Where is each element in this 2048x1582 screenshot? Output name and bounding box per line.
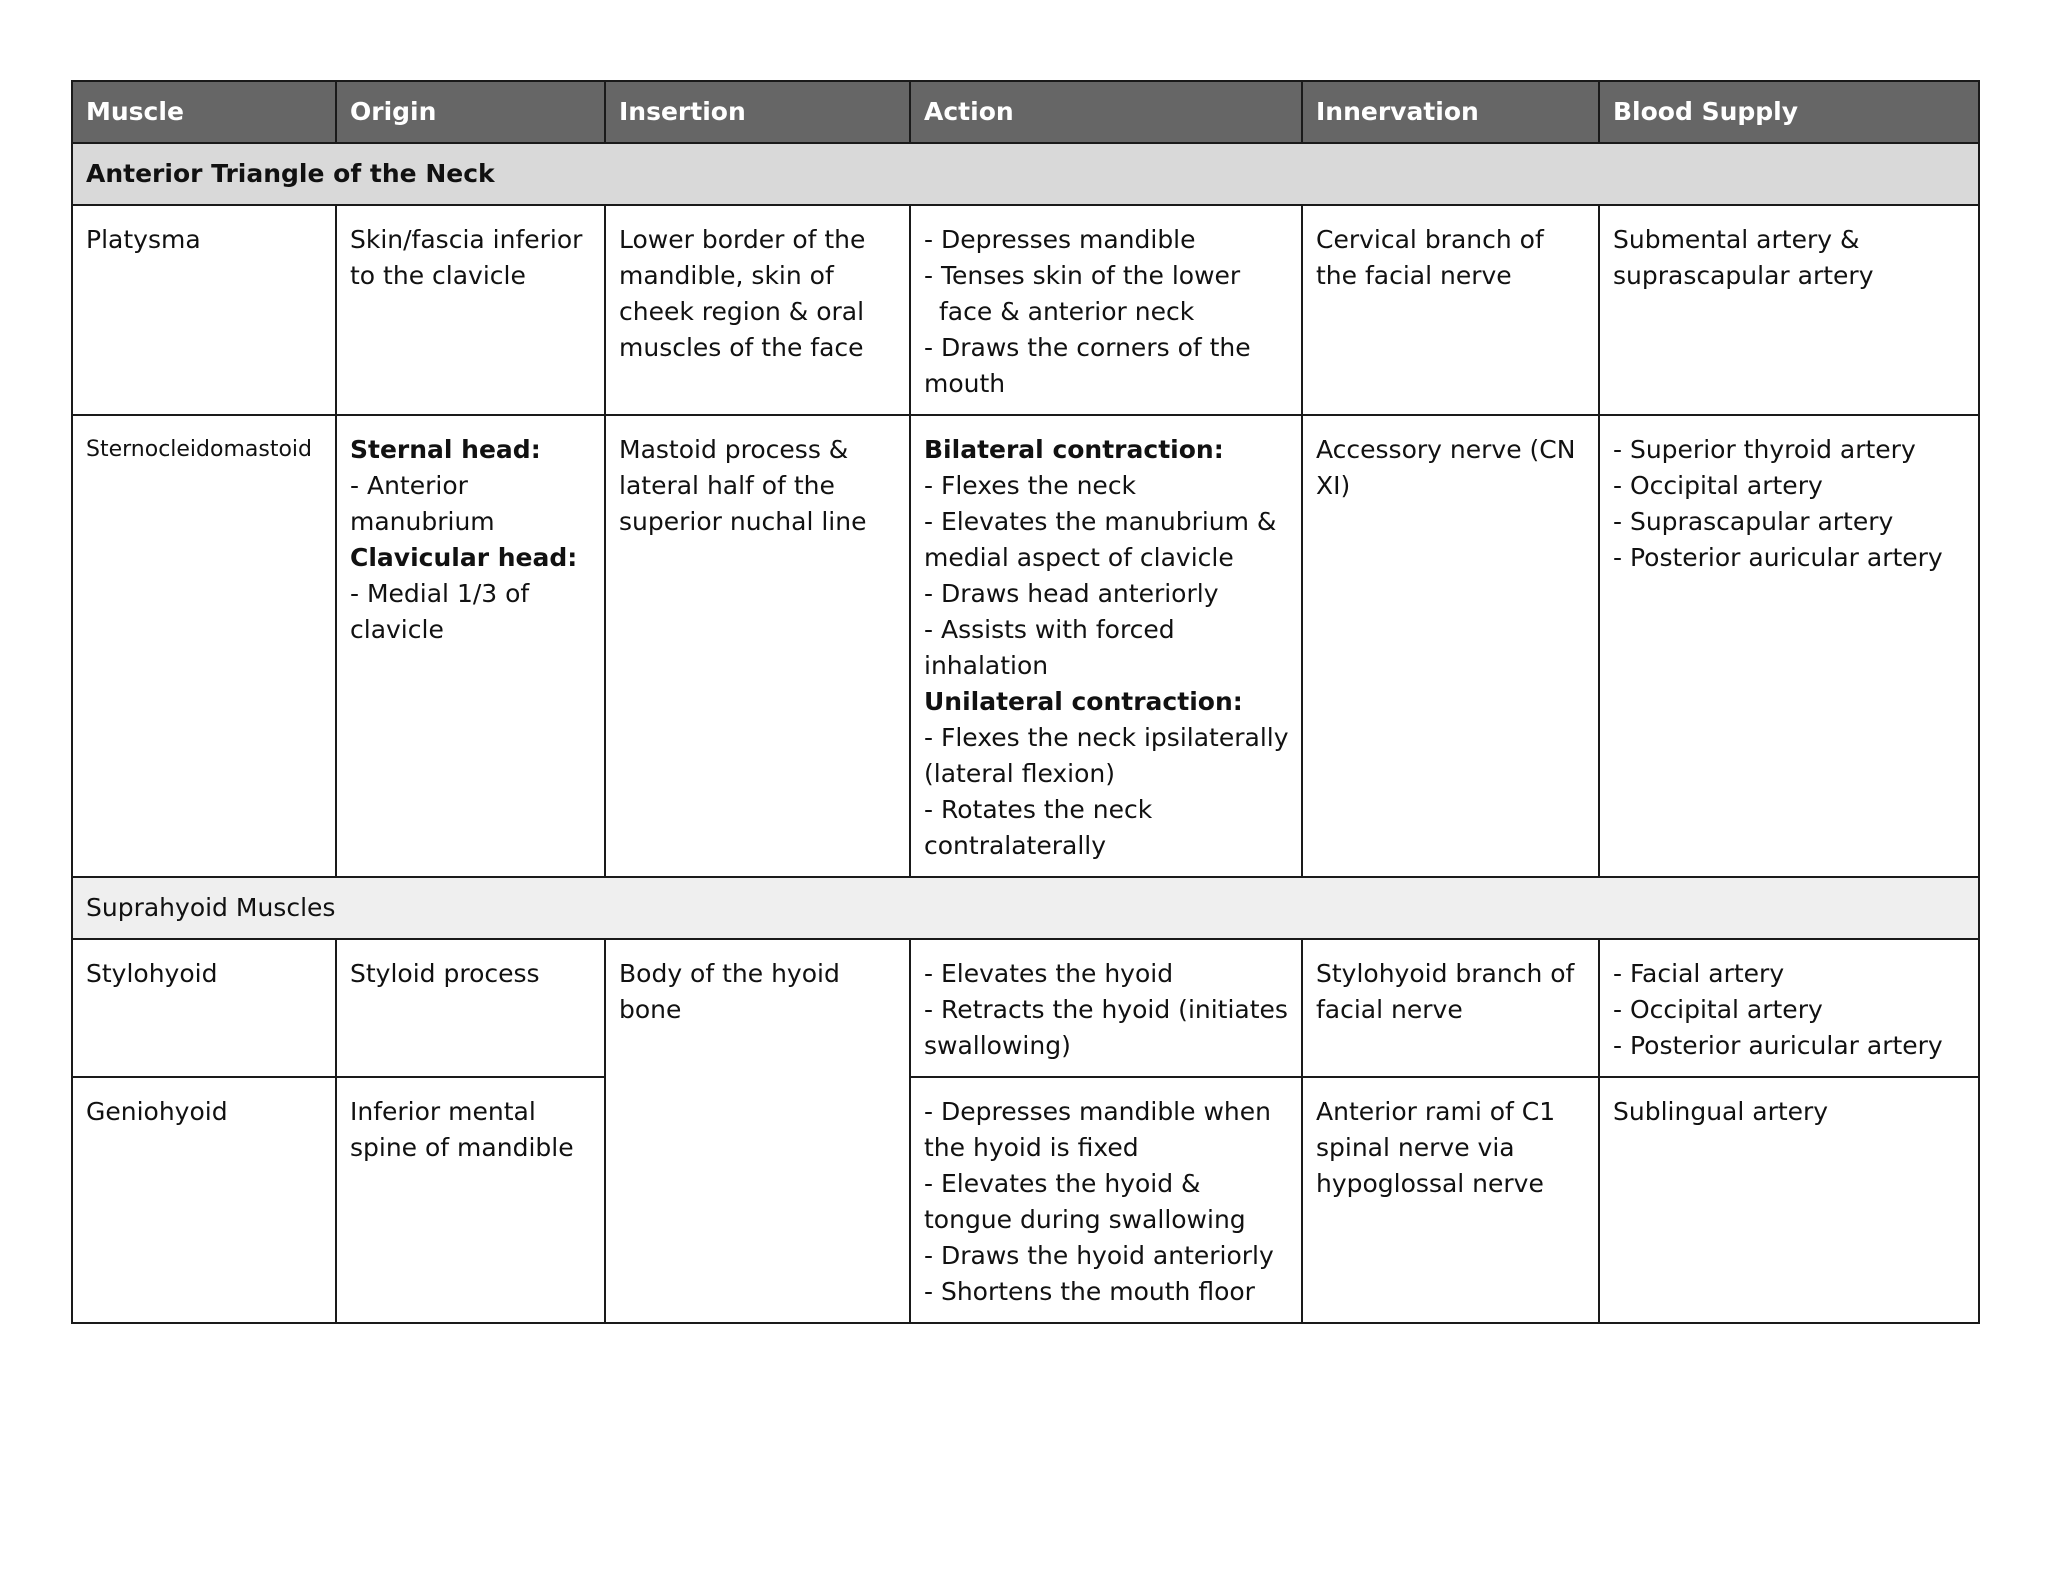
action-line: - Draws the corners of the mouth — [924, 333, 1251, 398]
header-row — [72, 81, 1979, 143]
sternal-head-text: - Anterior manubrium — [350, 471, 495, 536]
clavicular-head-text: - Medial 1/3 of clavicle — [350, 579, 530, 644]
innervation-cell: Anterior rami of C1 spinal nerve via hypoglossal nerve — [1302, 1077, 1599, 1323]
action-line: - Shortens the mouth floor — [924, 1277, 1255, 1306]
section-row-suprahyoid — [72, 877, 1979, 939]
header-muscle: Muscle — [72, 81, 336, 143]
action-cell — [910, 415, 1302, 877]
action-line: - Depresses mandible — [924, 225, 1196, 254]
header-insertion: Insertion — [605, 81, 910, 143]
table-row — [72, 205, 1979, 415]
table-row — [72, 939, 1979, 1077]
unilateral-label: Unilateral contraction: — [924, 687, 1243, 716]
action-line: - Retracts the hyoid (initiates swallowing) — [924, 995, 1288, 1060]
action-line: - Rotates the neck contralaterally — [924, 795, 1153, 860]
origin-cell — [336, 415, 605, 877]
muscle-table — [71, 80, 1980, 1324]
blood-supply-line: - Superior thyroid artery — [1613, 435, 1916, 464]
header-innervation: Innervation — [1302, 81, 1599, 143]
blood-supply-cell — [1599, 415, 1979, 877]
action-cell — [910, 205, 1302, 415]
action-line: - Draws head anteriorly — [924, 579, 1219, 608]
blood-supply-line: - Occipital artery — [1613, 471, 1823, 500]
muscle-name: Platysma — [72, 205, 336, 415]
insertion-cell: Mastoid process & lateral half of the superior nuchal line — [605, 415, 910, 877]
blood-supply-line: - Suprascapular artery — [1613, 507, 1894, 536]
blood-supply-line: - Posterior auricular artery — [1613, 543, 1943, 572]
action-line: - Elevates the hyoid & tongue during swallowing — [924, 1169, 1246, 1234]
blood-supply-line: - Occipital artery — [1613, 995, 1823, 1024]
blood-supply-cell — [1599, 939, 1979, 1077]
header-origin: Origin — [336, 81, 605, 143]
section-title-suprahyoid: Suprahyoid Muscles — [72, 877, 1979, 939]
muscle-name: Stylohyoid — [72, 939, 336, 1077]
section-row-anterior — [72, 143, 1979, 205]
action-line: - Assists with forced inhalation — [924, 615, 1175, 680]
bilateral-label: Bilateral contraction: — [924, 435, 1224, 464]
action-cell — [910, 1077, 1302, 1323]
blood-supply-line: - Facial artery — [1613, 959, 1785, 988]
origin-cell: Skin/fascia inferior to the clavicle — [336, 205, 605, 415]
section-title-anterior: Anterior Triangle of the Neck — [72, 143, 1979, 205]
muscle-name: Sternocleidomastoid — [72, 415, 336, 877]
innervation-cell: Stylohyoid branch of facial nerve — [1302, 939, 1599, 1077]
action-line: - Flexes the neck ipsilaterally (lateral flexion) — [924, 723, 1289, 788]
action-line: - Flexes the neck — [924, 471, 1137, 500]
action-line: - Draws the hyoid anteriorly — [924, 1241, 1274, 1270]
innervation-cell: Accessory nerve (CN XI) — [1302, 415, 1599, 877]
action-line: - Tenses skin of the lower — [924, 261, 1241, 290]
origin-cell: Styloid process — [336, 939, 605, 1077]
insertion-cell: Body of the hyoid bone — [605, 939, 910, 1323]
action-line: - Elevates the hyoid — [924, 959, 1174, 988]
action-line: - Elevates the manubrium & medial aspect of clavicle — [924, 507, 1277, 572]
muscle-name: Geniohyoid — [72, 1077, 336, 1323]
insertion-cell: Lower border of the mandible, skin of cheek region & oral muscles of the face — [605, 205, 910, 415]
action-cell — [910, 939, 1302, 1077]
origin-cell: Inferior mental spine of mandible — [336, 1077, 605, 1323]
blood-supply-line: - Posterior auricular artery — [1613, 1031, 1943, 1060]
action-line: face & anterior neck — [939, 297, 1195, 326]
sternal-head-label: Sternal head: — [350, 435, 541, 464]
blood-supply-cell: Submental artery & suprascapular artery — [1599, 205, 1979, 415]
table-row — [72, 1077, 1979, 1323]
innervation-cell: Cervical branch of the facial nerve — [1302, 205, 1599, 415]
header-action: Action — [910, 81, 1302, 143]
blood-supply-cell: Sublingual artery — [1599, 1077, 1979, 1323]
table-row — [72, 415, 1979, 877]
header-blood-supply: Blood Supply — [1599, 81, 1979, 143]
clavicular-head-label: Clavicular head: — [350, 543, 578, 572]
action-line: - Depresses mandible when the hyoid is fixed — [924, 1097, 1271, 1162]
